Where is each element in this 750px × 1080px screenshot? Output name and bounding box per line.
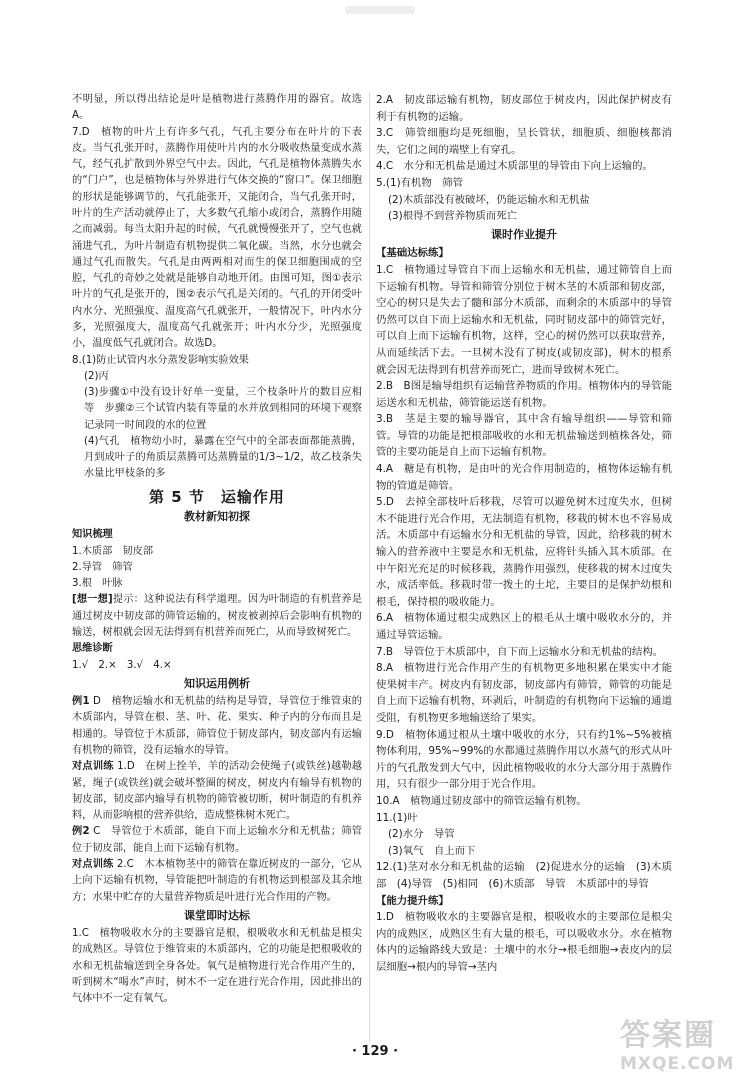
answer-paragraph: 7.D 植物的叶片上有许多气孔，气孔主要分布在叶片的下表皮。当气孔张开时，蒸腾作用使叶片内的水分吸收热量变成水蒸气，经气孔扩散到外界空气中去。因此，气孔是植物体蒸腾失水的“门户”，也是植物体与外界进行气体交换的“窗口”。保卫细胞的形状是能够调节的，气孔能张开，又能闭合，当气孔张开时，叶片的生产活动就停止了，大多数气孔缩小或闭合，蒸腾作用随之而减弱。每当太阳升起的时候，气孔就慢慢张开了，空气也就涌进气孔，为叶片制造有机物提供二氧化碳。当然，水分也就会通过气孔而散失。气孔是由两两相对而生的保卫细胞围成的空腔，气孔的奇妙之处就是能够自动地开闭。由图可知，图①表示叶片的气孔是张开的，图②表示气孔是关闭的。气孔的开闭受叶内水分、光照强度、温度高气孔就张开，一般情况下，叶内水分多，光照强度大，温度高气孔就张开；叶内水分少，光照强度小，温度低气孔就闭合。故选D。 <box>72 126 362 350</box>
knowledge-item: 1.木质部 韧皮部 <box>72 545 154 557</box>
watermark-cn: 答案圈 <box>620 1018 716 1053</box>
answer-paragraph: 3.C 筛管细胞均是死细胞，呈长管状，细胞质、细胞核都消失，它们之间的端壁上有穿孔。 <box>376 127 672 156</box>
answer-paragraph: 不明显，所以得出结论是叶是植物进行蒸腾作用的器官。故选A。 <box>72 94 362 122</box>
answer-paragraph: 5.(1)有机物 筛管 <box>376 176 463 189</box>
heading-basic: 【基础达标练】 <box>376 247 449 260</box>
answer-paragraph: (3)根得不到营养物质而死亡 <box>388 210 518 223</box>
example-text: D 植物运输水和无机盐的结构是导管，导管位于维管束的木质部内，导管在根、茎、叶、花、果实、种子内的分布而且是相通的。导管位于木质部，筛管位于韧皮部内，韧皮部内有运输有机物的筛管，没有运输水的导管。 <box>72 696 362 756</box>
answer-paragraph: 3.B 茎是主要的输导器官，其中含有输导组织——导管和筛管。导管的功能是把根部吸收的水和无机盐输送到植株各处，筛管的主要功能是自上而下运输有机物。 <box>376 413 672 459</box>
answer-paragraph: 11.(1)叶 <box>376 811 418 824</box>
answer-paragraph: (3)步骤①中没有设计好单一变量，三个枝条叶片的数目应相等 步骤②三个试管内装有等量的水并放到相同的环境下观察记录同一时间段的水的位置 <box>84 387 362 431</box>
example-item <box>72 759 362 824</box>
answer-paragraph: 4.A 糖是有机物，是由叶的光合作用制造的，植物体运输有机物的管道是筛管。 <box>376 463 672 492</box>
answer-paragraph: 8.A 植物进行光合作用产生的有机物更多地积累在果实中才能使果树丰产。树皮内有韧皮部，韧皮部内有筛管，筛管的功能是自上而下运输有机物，环剥后，叶制造的有机物向下运输的通道受阻，有机物更多地输送给了果实。 <box>376 662 672 724</box>
heading-diagnosis: 思维诊断 <box>72 643 113 655</box>
answer-paragraph: 5.D 去掉全部枝叶后移栽，尽管可以避免树木过度失水，但树木不能进行光合作用，无法制造有机物，移栽的树木也不容易成活。木质部中有运输水分和无机盐的导管，因此，给移栽的树木输入的营养液中主要是水和无机盐，应将针头插入其木质部。在中午阳光充足的时候移栽，蒸腾作用强烈，使移栽的树木过度失水，成活率低。移栽时带一拨土的土坨，主要目的是保护幼根和根毛，保持根的吸收能力。 <box>376 496 672 608</box>
example-item <box>72 857 362 906</box>
answer-paragraph: 2.A 韧皮部运输有机物，韧皮部位于树皮内，因此保护树皮有利于有机物的运输。 <box>376 94 672 123</box>
example-item <box>72 694 362 759</box>
right-column <box>376 92 672 975</box>
example-text: C 导管位于木质部，能自下而上运输水分和无机盐；筛管位于韧皮部，能自上而下运输有机物。 <box>72 826 362 854</box>
example-text: 2.C 木本植物茎中的筛管在靠近树皮的一部分，它从上向下运输有机物，导管能把叶制造的有机物运到根部及其余地方；水果中贮存的大量营养物质是叶进行光合作用的产物。 <box>72 858 362 903</box>
subsection-title: 课时作业提升 <box>491 227 557 241</box>
example-tag: 例1 <box>72 696 90 708</box>
column-divider <box>369 92 370 1042</box>
answer-paragraph: 9.D 植物体通过根从土壤中吸收的水分，只有约1%~5%被植物体利用，95%~99%的水都通过蒸腾作用以水蒸气的形式从叶片的气孔散发到大气中，因此植物吸收的水分大部分用于蒸腾作用，只有很少一部分用于光合作用。 <box>376 728 672 791</box>
example-tag: 对点训练 <box>72 858 114 870</box>
example-tag: 对点训练 <box>72 761 114 773</box>
answer-paragraph: 1.C 植物通过导管自下而上运输水和无机盐，通过筛管自上而下运输有机物。导管和筛管分别位于树木茎的木质部和韧皮部，空心的树只是失去了髓和部分木质部，而剩余的木质部中的导管仍然可以自下而上运输水和无机盐，同时韧皮部中的筛管完好，可以自上而下运输有机物，这样，空心的树仍然可以获取营养，从而延续活下去。一旦树木没有了树皮(或韧皮部)，树木的根系就会因无法得到有机营养而死亡，进而导致树木死亡。 <box>376 263 672 376</box>
answer-paragraph: 4.C 水分和无机盐是通过木质部里的导管由下向上运输的。 <box>376 160 653 173</box>
heading-ability: 【能力提升练】 <box>376 894 449 907</box>
answer-paragraph: 8.(1)防止试管内水分蒸发影响实验效果 <box>72 354 249 366</box>
answer-paragraph: 1.D 植物吸收水的主要器官是根，根吸收水的主要部位是根尖内的成熟区，成熟区生有大量的根毛，可以吸收水分。水在植物体内的运输路线大致是：土壤中的水分→根毛细胞→表皮内的层层细胞→根内的导管→茎内 <box>376 911 672 973</box>
answer-paragraph: 12.(1)茎对水分和无机盐的运输 (2)促进水分的运输 (3)木质部 (4)导管 (5)相同 (6)木质部 导管 木质部中的导管 <box>376 861 672 890</box>
answer-paragraph: 2.B B图是输导组织有运输营养物质的作用。植物体内的导管能运送水和无机盐，筛管能运送有机物。 <box>376 380 672 409</box>
example-tag: 例2 <box>72 826 90 838</box>
think-text: 提示：这种说法有科学道理。因为叶制造的有机营养是通过树皮中韧皮部的筛管运输的，树皮被剥掉后会影响有机物的输送，树根就会因无法得到有机营养而死亡，从而导致树死亡。 <box>72 594 363 638</box>
think-block <box>72 592 362 641</box>
watermark-logo <box>620 1010 740 1074</box>
answer-paragraph: (2)水分 导管 <box>388 828 455 841</box>
answer-paragraph: (2)丙 <box>84 370 109 382</box>
think-label: [想一想] <box>72 594 113 606</box>
example-text: 1.D 在树上拴羊，羊的活动会使绳子(或铁丝)越勒越紧，绳子(或铁丝)就会破坏整圈的树皮，树皮内有输导有机物的韧皮部，韧皮部内输导有机物的筛管被切断，树叶制造的有机养料，从而影响根的营养供给，造成整株树木死亡。 <box>72 761 362 822</box>
subsection-title: 课堂即时达标 <box>184 908 250 922</box>
answer-paragraph: 6.A 植物体通过根尖成熟区上的根毛从土壤中吸收水分的，并通过导管运输。 <box>376 612 672 641</box>
left-column <box>72 92 362 1007</box>
knowledge-item: 3.根 叶脉 <box>72 578 123 590</box>
page-number: · 129 · <box>351 1044 399 1059</box>
answer-paragraph: 1.C 植物吸收水分的主要器官是根，根吸收水和无机盐是根尖的成熟区。导管位于维管束的木质部内，它的功能是把根吸收的水和无机盐输送到全身各处。氧气是植物进行光合作用产生的，听到树木“喝水”声时，树木不一定在进行光合作用，因此排出的气体中不一定有氧气。 <box>72 928 362 1005</box>
subsection-title: 知识运用例析 <box>184 676 250 690</box>
watermark-url: MXQE.COM <box>620 1054 735 1074</box>
knowledge-item: 2.导管 筛管 <box>72 561 133 573</box>
answer-paragraph: (4)气孔 植物幼小时，暴露在空气中的全部表面都能蒸腾，月到成叶子的角质层蒸腾可达蒸腾量的1/3~1/2，故乙枝条失水量比甲枝条的多 <box>84 435 362 480</box>
subsection-title: 教材新知初探 <box>184 510 250 524</box>
answer-paragraph: 7.B 导管位于木质部中，自下而上运输水分和无机盐的结构。 <box>376 645 664 658</box>
example-item <box>72 824 362 857</box>
answer-paragraph: (3)氧气 自上而下 <box>388 844 476 857</box>
diagnosis-answers: 1.√ 2.× 3.√ 4.× <box>72 659 172 671</box>
top-scan-mark <box>345 6 415 14</box>
section-title: 第 5 节 运输作用 <box>149 487 285 506</box>
heading-knowledge: 知识梳理 <box>72 529 113 541</box>
answer-paragraph: (2)木质部没有被破坏，仍能运输水和无机盐 <box>388 193 590 206</box>
answer-paragraph: 10.A 植物通过韧皮部中的筛管运输有机物。 <box>376 794 587 807</box>
